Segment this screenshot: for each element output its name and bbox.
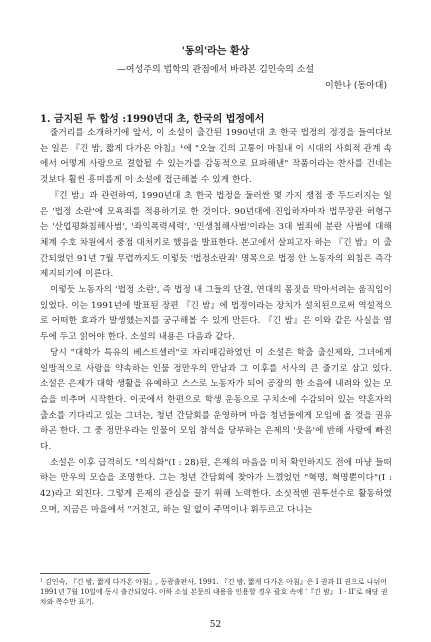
author-line: 이한나 (동아대) bbox=[324, 81, 387, 91]
section-heading: 1. 금지된 두 합성 :1990년대 초, 한국의 법정에서 bbox=[40, 114, 265, 125]
paragraph: 당시 "대학가 특유의 베스트셀러"로 자리매김하였던 이 소설은 학출 출신제와, 그녀에게 일방적으로 사랑을 약속하는 인물 정만우의 만남과 그 이후를 서사의 큰 줄기로 삼고 있다. 소설은 은제가 대학 생활을 유예하고 스스로 노동자가 되어 공장의 한 소음에 내려와 있는 모습을 비추며 시작한다. 이곳에서 한편으로 학생 운동으로 구치소에 수감되어 있는 약혼자의 출소를 기다리고 있는 그녀는, 청년 간담회를 운영하며 마을 청년들에게 모임에 올 것을 권유하곤 한다. 그 중 정만우라는 인물이 모임 참석을 당부하는 은제의 '웃음'에 반해 사랑에 빠진다. bbox=[40, 347, 392, 453]
page-subtitle: —여성주의 법학의 관점에서 바라본 김인숙의 소설 bbox=[116, 65, 315, 75]
footnote: ¹ 김인숙, 『긴 밤, 짧게 다가온 아침』, 동광출판사, 1991. 『긴 밤, 짧게 다가온 아침』은 I 권과 II 권으로 나뉘어 1991년 7월 10일에 동시 출간되었다. 이하 소설 본문의 내용을 인용할 경우 괄호 속에 '『긴 밤』 I · II'로 해당 권차와 쪽수만 표기. bbox=[40, 578, 388, 606]
footnote-divider bbox=[40, 573, 150, 574]
paragraph: 줄거리를 소개하기에 앞서, 이 소설이 출간된 1990년대 초 한국 법정의 정경을 들여다보는 일은 『긴 밤, 짧게 다가온 아침』¹에 "오늘 긴의 고통이 마침내 이 시대의 사회적 관계 속에서 어떻게 사랑으로 결합될 수 있는가를 감동적으로 묘파해낸" 작품이라는 찬사를 건네는 것보다 훨씬 흥미롭게 이 소설에 접근해볼 수 있게 한다. bbox=[40, 128, 392, 186]
body-text bbox=[40, 126, 392, 519]
paragraph: 『긴 밤』과 관련하여, 1990년대 초 한국 법정을 둘러싼 몇 가지 쟁점 중 두드러지는 일은 '법정 소란'에 모욕죄를 적용하기로 한 것이다. 90년대에 진입하자마자 법무장관 허형구는 '산업평화침해사범', '좌익폭력세력', '민생침해사범'이라는 3대 범죄에 분란 사범에 대해 체계 수호 차원에서 중점 대처키로 했음을 발표한다. 본고에서 살피고자 하는 『긴 밤』이 출간되었던 91년 7월 무렵까지도 이렇듯 '법정소란죄' 명목으로 법정 안 노동자의 외침은 즉각 제지되기에 이른다. bbox=[40, 190, 392, 280]
page-title: '동의'라는 환상 bbox=[181, 46, 250, 57]
paragraph: 이렇듯 노동자의 '법정 소란', 즉 법정 내 그들의 단결, 연대의 몸짓을 막아서려는 움직임이 있었다. 이는 1991년에 발표된 장편 『긴 밤』에 법정이라는 장치가 설치된으로써 역설적으로 어떠한 효과가 발생했는지를 궁구해볼 수 있게 만든다. 『긴 밤』은 이와 같은 사실을 염두에 두고 읽어야 한다. 소설의 내용은 다음과 같다. bbox=[40, 285, 392, 343]
page-number: 52 bbox=[209, 620, 222, 630]
paragraph: 소설은 이후 급격히도 "의식화"(I : 28)된, 은제의 마음을 미처 확인하지도 전에 마냥 들떠하는 만우의 모습을 조명한다. 그는 청년 간담회에 찾아가 느꼈었던 "혁명, 혁명뿐이다"(I : 42)라고 외친다. 그렇게 은제의 관심을 끌기 위해 노력한다. 소싯적엔 권투선수로 활동하였으며, 지금은 마을에서 "거친고, 하는 일 없이 주먹이나 휘두르고 다니는 bbox=[40, 457, 392, 515]
